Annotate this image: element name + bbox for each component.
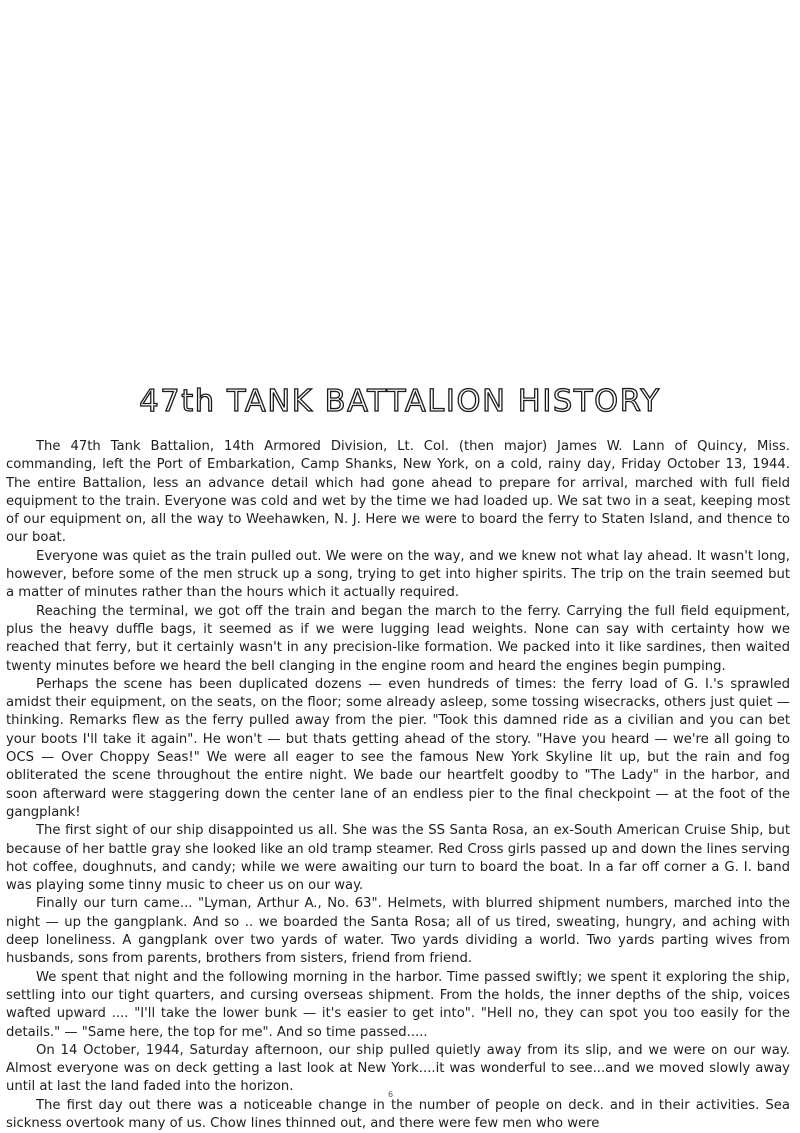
paragraph: Reaching the terminal, we got off the train and began the march to the ferry. Carrying the full field equipment, plus the heavy duffle bags, it seemed as if we were lugging lead weights. None can say with certainty how we reached that ferry, but it certainly wasn't in any precision-like formation. We packed into it like sardines, then waited twenty minutes before we heard the bell clanging in the engine room and heard the engines begin pumping. xyxy=(6,603,790,674)
paragraph: The first day out there was a noticeable change in the number of people on deck. and in their activities. Sea sickness overtook many of us. Chow lines thinned out, and there were few men who were xyxy=(6,1097,790,1131)
paragraph: The 47th Tank Battalion, 14th Armored Division, Lt. Col. (then major) James W. Lann of Quincy, Miss. commanding, left the Port of Embarkation, Camp Shanks, New York, on a cold, rainy day, Friday October 13, 1944. The entire Battalion, less an advance detail which had gone ahead to prepare for arrival, marched with full field equipment to the train. Everyone was cold and wet by the time we had loaded up. We sat two in a seat, keeping most of our equipment on, all the way to Weehawken, N. J. Here we were to board the ferry to Staten Island, and thence to our boat. xyxy=(6,439,790,546)
paragraph: Perhaps the scene has been duplicated dozens — even hundreds of times: the ferry load of G. I.'s sprawled amidst their equipment, on the seats, on the floor; some already asleep, some tossing wisecracks, others just quiet — thinking. Remarks flew as the ferry pulled away from the pier. "Took this damned ride as a civilian and you can bet your boots I'll take it again". He won't — but thats getting ahead of the story. "Have you heard — we're all going to OCS — Over Choppy Seas!" We were all eager to see the famous New York Skyline lit up, but the rain and fog obliterated the scene throughout the entire night. We bade our heartfelt goodby to "The Lady" in the harbor, and soon afterward were staggering down the center lane of an endless pier to the final checkpoint — at the foot of the gangplank! xyxy=(6,676,790,820)
paragraph: Finally our turn came... "Lyman, Arthur A., No. 63". Helmets, with blurred shipment numbers, marched into the night — up the gangplank. And so .. we boarded the Santa Rosa; all of us tired, sweating, hungry, and aching with deep loneliness. A gangplank over two yards of water. Two yards dividing a world. Two yards parting wives from husbands, sons from parents, brothers from sisters, friend from friend. xyxy=(6,896,790,967)
article-body xyxy=(6,438,790,1133)
paragraph: We spent that night and the following morning in the harbor. Time passed swiftly; we spent it exploring the ship, settling into our tight quarters, and cursing overseas shipment. From the holds, the inner depths of the ship, voices wafted upward .... "I'll take the lower bunk — it's easier to get into". "Hell no, they can spot you too easily for the details." — "Same here, the top for me". And so time passed..... xyxy=(6,969,790,1040)
paragraph: On 14 October, 1944, Saturday afternoon, our ship pulled quietly away from its slip, and we were on our way. Almost everyone was on deck getting a last look at New York....it was wonderful to see...and we moved slowly away until at last the land faded into the horizon. xyxy=(6,1042,790,1095)
page-title: 47th TANK BATTALION HISTORY xyxy=(139,384,661,420)
paragraph: The first sight of our ship disappointed us all. She was the SS Santa Rosa, an ex-South American Cruise Ship, but because of her battle gray she looked like an old tramp steamer. Red Cross girls passed up and down the lines serving hot coffee, doughnuts, and candy; while we were awaiting our turn to board the boat. In a far off corner a G. I. band was playing some tinny music to cheer us on our way. xyxy=(6,823,790,894)
paragraph: Everyone was quiet as the train pulled out. We were on the way, and we knew not what lay ahead. It wasn't long, however, before some of the men struck up a song, trying to get into higher spirits. The trip on the train seemed but a matter of minutes rather than the hours which it actually required. xyxy=(6,548,790,601)
page-number: 6 xyxy=(388,1090,394,1099)
